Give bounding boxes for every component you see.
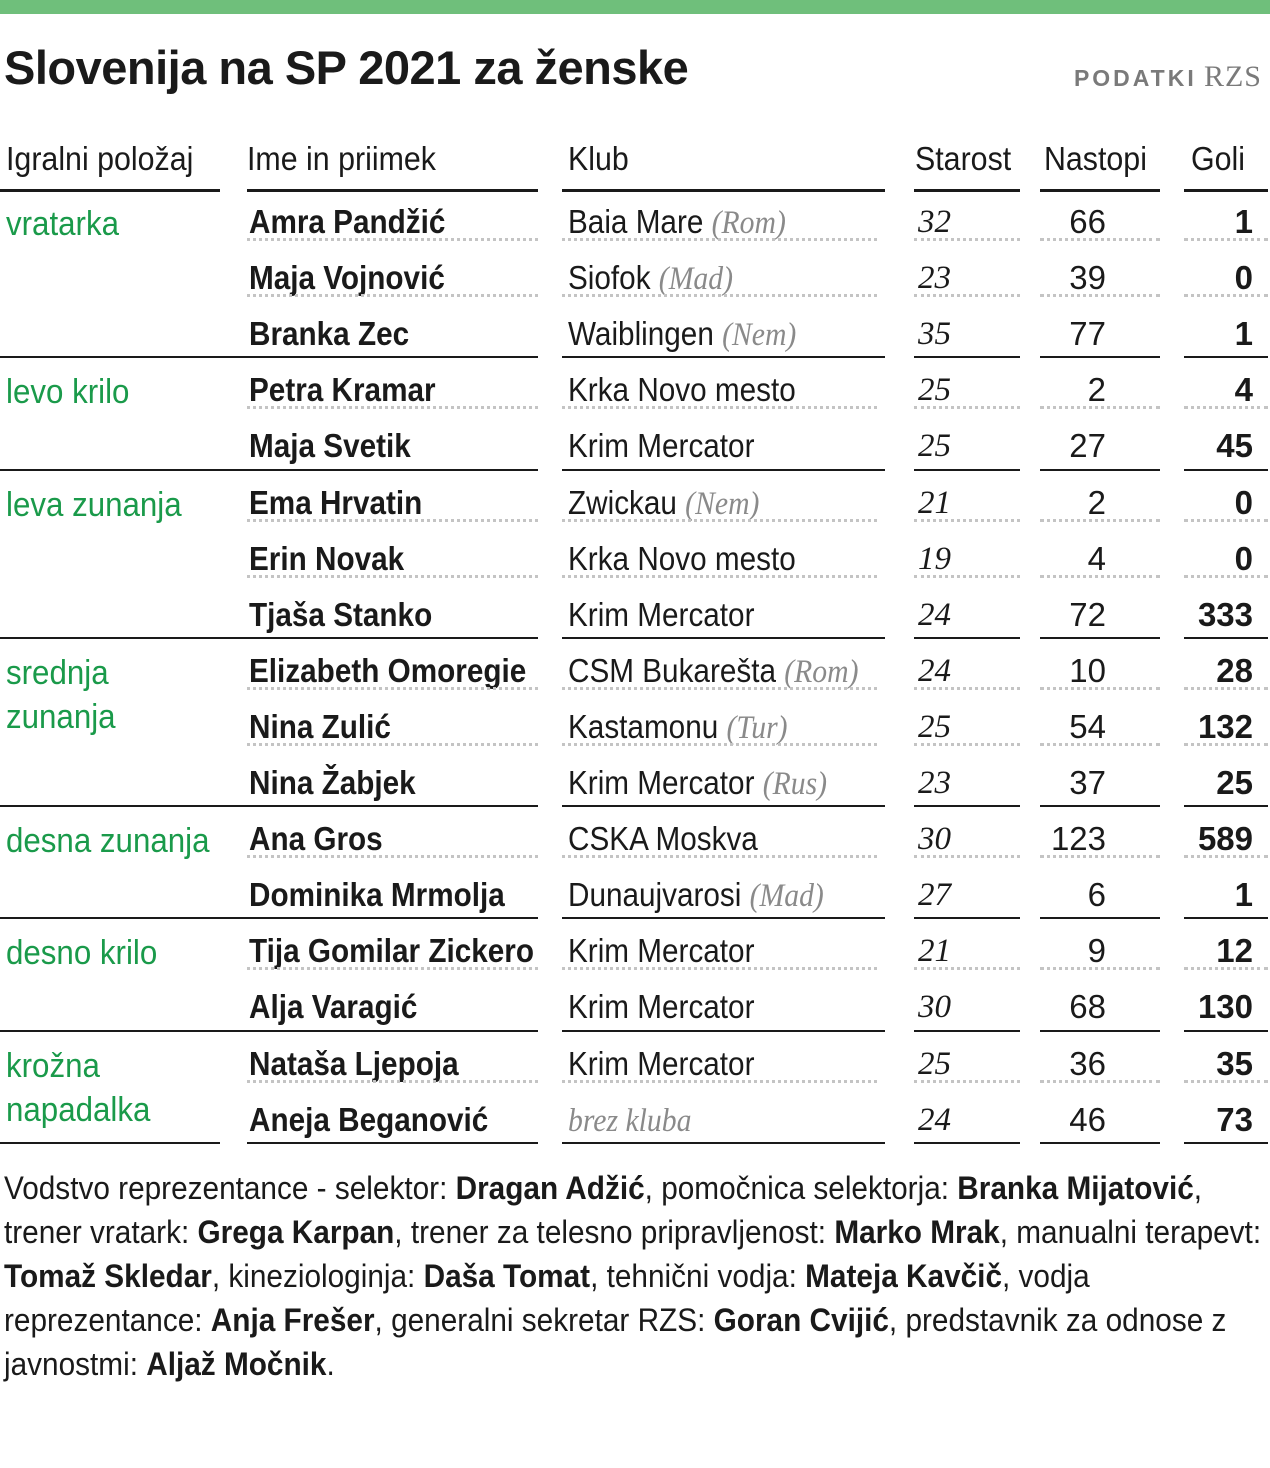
row-divider [1184,519,1268,522]
position-label-line: desno krilo [6,934,158,973]
table-row [0,1092,1270,1148]
row-divider [562,967,877,970]
position-label-line: vratarka [6,205,120,243]
player-name: Tija Gomilar Zickero [249,932,535,970]
row-divider [562,855,877,858]
staff-role: , trener vratark: [4,1170,1203,1250]
group-divider [1184,805,1268,807]
player-age: 32 [918,204,951,240]
group-divider [914,1142,1020,1144]
player-club [568,923,754,979]
row-divider [562,238,877,241]
staff-footnote [4,1166,1264,1386]
player-goals: 4 [1234,371,1253,409]
player-club [568,531,796,587]
player-age: 25 [918,1045,951,1082]
player-club [568,587,754,643]
table-row [0,979,1270,1035]
staff-role: , predstavnik za odnose z javnostmi: [4,1302,1227,1382]
player-goals: 73 [1216,1100,1253,1138]
table-row [0,923,1270,979]
player-appearances: 77 [1069,315,1106,353]
source-label: PODATKI [1073,65,1197,91]
row-divider [914,687,1020,690]
group-divider [914,805,1020,807]
player-goals: 25 [1216,764,1253,801]
table-row [0,1036,1270,1092]
row-divider [1184,575,1268,578]
table-row [0,362,1270,418]
group-divider [1040,805,1160,807]
row-divider [914,519,1020,522]
club-name: CSM Bukarešta [568,651,776,689]
group-divider [562,637,885,639]
row-divider [1040,575,1160,578]
row-divider [1184,406,1268,409]
group-divider [562,1142,885,1144]
row-divider [247,743,538,746]
player-appearances: 123 [1050,820,1106,858]
club-name: Krim Mercator [568,427,755,465]
row-divider [914,1080,1020,1083]
player-name: Amra Pandžić [249,203,446,240]
group-divider [0,1030,538,1032]
group-divider [1040,1030,1160,1032]
row-divider [1184,687,1268,690]
player-age: 25 [918,372,951,409]
row-divider [1184,1080,1268,1083]
player-name: Nina Zulić [249,707,391,745]
player-goals: 0 [1234,539,1253,577]
player-name: Dominika Mrmolja [249,876,505,914]
player-name: Maja Svetik [249,427,411,465]
row-divider [562,1080,877,1083]
position-label-line: leva zunanja [6,485,182,524]
position-label-line: zunanja [6,697,116,736]
row-divider [1040,855,1160,858]
row-divider [247,687,538,690]
group-divider [0,917,538,919]
player-appearances: 6 [1087,876,1106,914]
player-age: 21 [918,484,951,521]
group-divider [0,637,538,639]
player-appearances: 27 [1069,427,1106,465]
staff-name: Branka Mijatović [957,1170,1194,1206]
staff-role: , tehnični vodja: [590,1258,806,1294]
staff-role: , manualni terapevt: [999,1214,1262,1250]
staff-name: Grega Karpan [197,1214,395,1250]
row-divider [1040,743,1160,746]
player-goals: 0 [1234,483,1253,521]
table-row [0,867,1270,923]
group-divider [1184,1142,1268,1144]
table-row [0,306,1270,362]
player-appearances: 9 [1087,932,1106,970]
row-divider [1040,406,1160,409]
player-name: Branka Zec [249,315,410,353]
source-org: RZS [1203,60,1262,93]
player-club [568,1036,754,1092]
player-goals: 130 [1197,988,1253,1026]
group-divider [0,1142,220,1144]
group-divider [562,805,885,807]
club-name: Krka Novo mesto [568,539,796,577]
player-name: Erin Novak [249,539,405,577]
row-divider [914,967,1020,970]
group-divider [1040,637,1160,639]
player-appearances: 10 [1069,651,1106,689]
row-divider [562,687,877,690]
club-name: Siofok [568,259,651,297]
table-row [0,475,1270,531]
header-position: Igralni položaj [6,140,194,177]
player-club [568,811,758,867]
staff-role: , vodja reprezentance: [4,1258,1090,1338]
player-appearances: 4 [1087,539,1106,577]
group-divider [1040,356,1160,358]
staff-role: , pomočnica selektorja: [644,1170,958,1206]
header-rule-position [0,189,220,192]
row-divider [914,575,1020,578]
row-divider [562,519,877,522]
position-label-line: krožna [6,1046,100,1085]
player-appearances: 36 [1069,1044,1106,1082]
player-appearances: 72 [1069,595,1106,633]
player-club [568,250,733,306]
group-divider [914,917,1020,919]
page-title: Slovenija na SP 2021 za ženske [4,41,689,94]
player-goals: 35 [1216,1044,1253,1082]
table-row [0,755,1270,811]
player-club [568,194,786,250]
group-divider [1040,1142,1160,1144]
row-divider [1040,967,1160,970]
player-club [568,755,827,811]
player-goals: 132 [1197,707,1253,745]
club-country: (Rom) [711,205,786,241]
row-divider [562,575,877,578]
group-divider [1184,356,1268,358]
row-divider [247,855,538,858]
header-goals: Goli [1191,140,1245,177]
player-club [568,867,824,923]
player-age: 24 [918,596,951,633]
row-divider [247,238,538,241]
club-country: (Mad) [749,878,824,915]
player-age: 35 [918,316,951,353]
player-appearances: 68 [1069,988,1106,1026]
staff-role: , trener za telesno pripravljenost: [394,1214,835,1250]
staff-role: Vodstvo reprezentance - selektor: [4,1170,456,1206]
header-rule-goals [1184,189,1268,192]
table-row [0,418,1270,474]
group-divider [1184,917,1268,919]
header-rule-apps [1040,189,1160,192]
club-name: Krim Mercator [568,595,755,633]
player-appearances: 2 [1087,371,1106,409]
player-goals: 0 [1234,259,1253,297]
row-divider [562,406,877,409]
row-divider [1184,855,1268,858]
group-divider [1040,469,1160,471]
staff-name: Aljaž Močnik [146,1346,327,1382]
club-name: Krim Mercator [568,932,755,970]
player-goals: 45 [1216,427,1253,465]
row-divider [914,238,1020,241]
row-divider [1040,294,1160,297]
player-age: 25 [918,428,951,465]
club-country: (Rom) [784,653,859,690]
player-age: 25 [918,708,951,745]
header-rule-age [914,189,1020,192]
staff-name: Goran Cvijić [713,1302,889,1338]
staff-role: , generalni sekretar RZS: [374,1302,714,1338]
club-country: (Nem) [685,485,760,522]
staff-name: Daša Tomat [423,1258,591,1294]
group-divider [562,356,885,358]
player-club [568,362,796,418]
player-goals: 589 [1197,820,1253,858]
player-age: 19 [918,540,951,577]
staff-name: Dragan Adžić [455,1170,645,1206]
player-goals: 333 [1197,595,1253,633]
player-name: Alja Varagić [249,988,418,1026]
row-divider [1184,967,1268,970]
group-divider [562,917,885,919]
staff-name: Marko Mrak [834,1214,1000,1250]
player-club [568,979,754,1035]
club-country: (Tur) [726,709,788,746]
club-name: Zwickau [568,483,677,521]
player-age: 30 [918,821,951,858]
row-divider [1184,238,1268,241]
player-name: Nina Žabjek [249,764,416,801]
source-credit [1074,60,1262,94]
player-appearances: 39 [1069,259,1106,297]
table-row [0,531,1270,587]
player-appearances: 66 [1069,203,1106,240]
player-name: Petra Kramar [249,371,436,409]
player-age: 23 [918,765,951,801]
player-name: Ema Hrvatin [249,483,423,521]
group-divider [1040,917,1160,919]
player-club [568,475,759,531]
player-appearances: 2 [1087,483,1106,521]
row-divider [247,406,538,409]
position-label-line: desna zunanja [6,822,210,861]
header-name: Ime in priimek [247,140,436,177]
group-divider [914,356,1020,358]
table-row [0,699,1270,755]
table-row [0,643,1270,699]
group-divider [1184,637,1268,639]
group-divider [914,1030,1020,1032]
row-divider [1040,238,1160,241]
table-row [0,587,1270,643]
table-row [0,811,1270,867]
staff-name: Mateja Kavčič [805,1258,1002,1294]
club-name: Krim Mercator [568,988,755,1026]
row-divider [914,294,1020,297]
club-name: Krka Novo mesto [568,371,796,409]
group-divider [247,1142,538,1144]
player-goals: 1 [1234,203,1253,240]
player-age: 30 [918,989,951,1026]
player-club [568,418,754,474]
club-name: Krim Mercator [568,1044,755,1082]
top-accent-bar [0,0,1270,14]
row-divider [1040,687,1160,690]
group-divider [0,469,538,471]
row-divider [247,1080,538,1083]
club-name: Dunaujvarosi [568,876,742,914]
player-age: 27 [918,877,951,914]
table-row [0,194,1270,250]
staff-role: . [326,1346,335,1382]
player-age: 24 [918,652,951,689]
player-appearances: 37 [1069,764,1106,801]
player-goals: 12 [1216,932,1253,970]
player-age: 21 [918,933,951,970]
row-divider [247,967,538,970]
row-divider [914,855,1020,858]
player-goals: 1 [1234,876,1253,914]
player-goals: 28 [1216,651,1253,689]
row-divider [247,519,538,522]
club-name: Kastamonu [568,707,719,745]
player-name: Tjaša Stanko [249,595,433,633]
player-club [568,643,858,699]
header-apps: Nastopi [1044,140,1147,177]
player-goals: 1 [1234,315,1253,353]
club-country: (Mad) [658,261,734,298]
row-divider [914,406,1020,409]
header-age: Starost [915,140,1012,177]
player-club [568,699,788,755]
club-name: Waiblingen [568,315,714,353]
player-appearances: 54 [1069,707,1106,745]
row-divider [1184,743,1268,746]
group-divider [562,1030,885,1032]
group-divider [562,469,885,471]
row-divider [247,294,538,297]
header-club: Klub [568,140,629,177]
group-divider [1184,469,1268,471]
row-divider [1040,519,1160,522]
row-divider [914,743,1020,746]
group-divider [0,356,538,358]
club-name: CSKA Moskva [568,820,758,858]
group-divider [914,469,1020,471]
player-name: Ana Gros [249,820,383,858]
club-country: (Nem) [722,317,797,354]
row-divider [562,743,877,746]
row-divider [247,575,538,578]
position-label-line: levo krilo [6,373,130,412]
player-age: 23 [918,260,951,297]
group-divider [1184,1030,1268,1032]
staff-role: , kineziologinja: [211,1258,424,1294]
group-divider [914,637,1020,639]
group-divider [0,805,538,807]
row-divider [1040,1080,1160,1083]
position-label-line: napadalka [6,1090,151,1129]
header-rule-club [562,189,885,192]
player-name: Nataša Ljepoja [249,1044,459,1082]
club-name: brez kluba [568,1102,692,1139]
player-club [568,1092,691,1148]
player-name: Aneja Beganović [249,1100,489,1138]
club-country: (Rus) [762,766,828,802]
staff-name: Tomaž Skledar [4,1258,212,1294]
club-name: Baia Mare [568,203,704,240]
club-name: Krim Mercator [568,764,755,801]
player-age: 24 [918,1101,951,1138]
player-club [568,306,796,362]
row-divider [562,294,877,297]
player-name: Elizabeth Omoregie [249,651,527,689]
row-divider [1184,294,1268,297]
table-row [0,250,1270,306]
player-appearances: 46 [1069,1100,1106,1138]
position-label-line: srednja [6,653,109,692]
player-name: Maja Vojnović [249,259,445,297]
staff-name: Anja Frešer [210,1302,375,1338]
header-rule-name [247,189,538,192]
